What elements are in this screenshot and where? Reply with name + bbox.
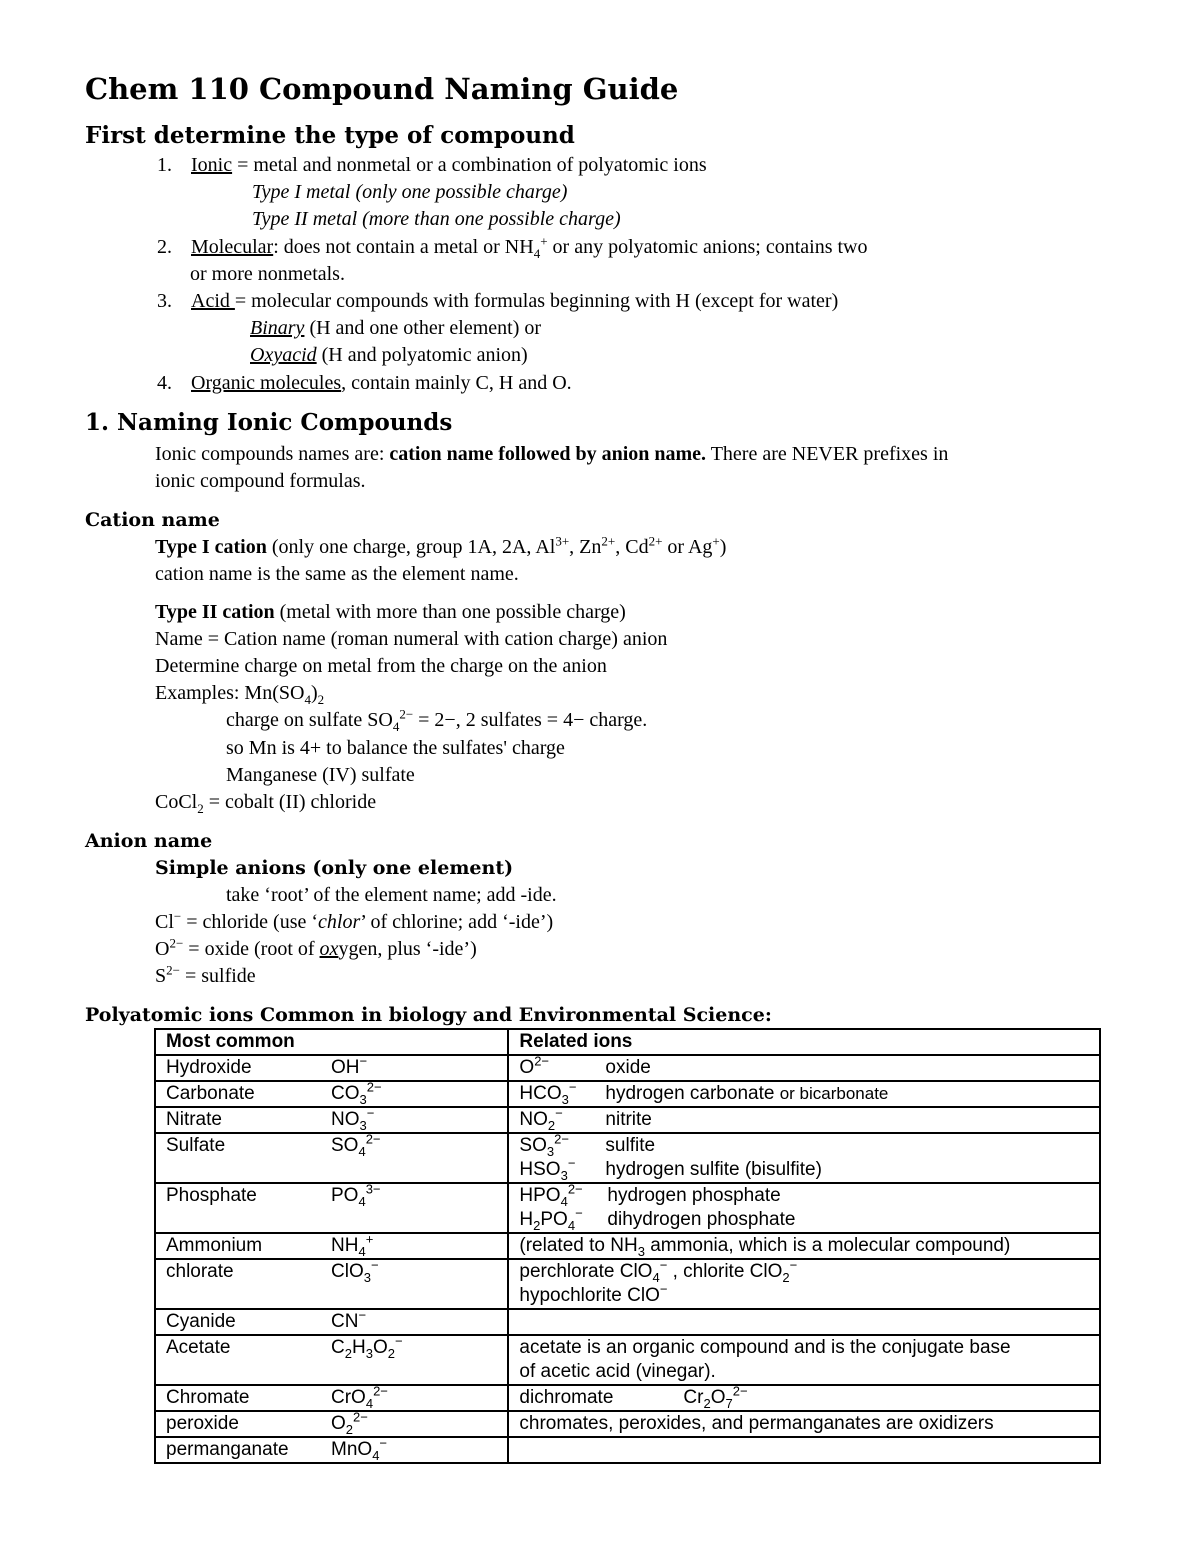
table-row: Nitrate $NO_3^-$ $NO_2^-$ nitrite [155, 1107, 1100, 1133]
anion-heading: Anion name [85, 830, 213, 852]
example-sulfate-charge: charge on sulfate $SO_4^{2-} = 2-$, 2 sulfates = 4− charge. [226, 706, 648, 734]
list-item-acid: 3. Acid = molecular compounds with formulas beginning with H (except for water) [157, 290, 839, 312]
table-row: peroxide $O_2^{2-}$ chromates, peroxides, and permanganates are oxidizers [155, 1411, 1100, 1437]
ionic-paragraph-line2: ionic compound formulas. [155, 470, 366, 492]
list-item-organic: 4. Organic molecules, contain mainly C, H and O. [157, 372, 572, 394]
sulfide-example: $S^{2-}$ = sulfide [155, 962, 256, 987]
example-mn-name: Manganese (IV) sulfate [226, 764, 415, 786]
type-i-cation: Type I cation (only one charge, group 1A, 2A, $Al^{3+}$, $Zn^{2+}$, $Cd^{2+}$ or Ag+) [155, 533, 727, 558]
column-header-most-common: Most common [155, 1029, 508, 1055]
table-row: Phosphate $PO_4^{3-}$ $HPO_4^{2-}$ hydrogen phosphate $H_2PO_4^-$ dihydrogen phosphate [155, 1183, 1100, 1233]
type-ii-cation: Type II cation (metal with more than one possible charge) [155, 601, 626, 623]
cation-heading: Cation name [85, 509, 220, 531]
table-row: permanganate MnO$_4$− [155, 1437, 1100, 1463]
page-title: Chem 110 Compound Naming Guide [85, 72, 679, 106]
acid-binary: Binary (H and one other element) or [250, 317, 542, 339]
column-header-related-ions: Related ions [508, 1029, 1100, 1055]
table-row: Carbonate $CO_3^{2-}$ $HCO_3^-$ hydrogen carbonate or bicarbonate [155, 1081, 1100, 1107]
polyatomic-ions-table [154, 1028, 1101, 1464]
list-item-ionic: 1. Ionic = metal and nonmetal or a combination of polyatomic ions [157, 154, 707, 176]
table-row: Acetate $C_2H_3O_2^-$ acetate is an organic compound and is the conjugate base of acetic acid (vinegar). [155, 1335, 1100, 1385]
table-row: Ammonium $NH_4^+$ (related to $NH_3$ ammonia, which is a molecular compound) [155, 1233, 1100, 1259]
type-i-cation-line2: cation name is the same as the element name. [155, 563, 519, 585]
table-row: Cyanide CN− [155, 1309, 1100, 1335]
term-molecular: Molecular [191, 236, 274, 258]
type-ii-line2: Name = Cation name (roman numeral with cation charge) anion [155, 628, 668, 650]
table-row: chlorate ClO$_3$− perchlorate ClO$_4$− , chlorite ClO$_2$− hypochlorite ClO− [155, 1259, 1100, 1309]
example-mn-charge: so Mn is 4+ to balance the sulfates' charge [226, 737, 565, 759]
oxide-example: $O^{2-}$ = oxide (root of oxygen, plus ‘-ide’) [155, 935, 477, 960]
section-heading-compound-type: First determine the type of compound [85, 122, 575, 149]
list-item-molecular-cont: or more nonmetals. [190, 263, 345, 285]
term-ionic: Ionic [191, 154, 233, 176]
table-row: Sulfate $SO_4^{2-}$ $SO_3^{2-}$ sulfite $HSO_3^-$ hydrogen sulfite (bisulfite) [155, 1133, 1100, 1183]
section-heading-ionic: 1. Naming Ionic Compounds [85, 409, 453, 436]
chloride-example: Cl− = chloride (use ‘chlor’ of chlorine; add ‘-ide’) [155, 908, 554, 933]
type-ii-metal: Type II metal (more than one possible charge) [252, 208, 621, 230]
term-organic: Organic molecules [191, 372, 342, 394]
ionic-paragraph-line1: Ionic compounds names are: cation name followed by anion name. There are NEVER prefixes in [155, 443, 949, 465]
type-ii-line3: Determine charge on metal from the charge on the anion [155, 655, 607, 677]
acid-oxyacid: Oxyacid (H and polyatomic anion) [250, 344, 528, 366]
simple-anions: Simple anions (only one element) [155, 857, 514, 879]
table-header-row [155, 1029, 1100, 1055]
example-cocl2: CoCl$_2$ = cobalt (II) chloride [155, 791, 377, 816]
list-item-molecular: 2. Molecular: does not contain a metal or $NH_4^+$ or any polyatomic anions; contains two [157, 233, 868, 261]
table-row: Hydroxide OH− $O^{2-}$ oxide [155, 1055, 1100, 1081]
anion-root-rule: take ‘root’ of the element name; add -ide. [226, 884, 557, 906]
table-row: Chromate CrO$_4^{2-}$ dichromate $Cr_2O_7^{2-}$ [155, 1385, 1100, 1411]
examples-line: Examples: $Mn(SO_4)_2$ [155, 682, 325, 707]
polyatomic-heading: Polyatomic ions Common in biology and Environmental Science: [85, 1004, 772, 1026]
type-i-metal: Type I metal (only one possible charge) [252, 181, 568, 203]
term-acid: Acid [191, 290, 235, 312]
